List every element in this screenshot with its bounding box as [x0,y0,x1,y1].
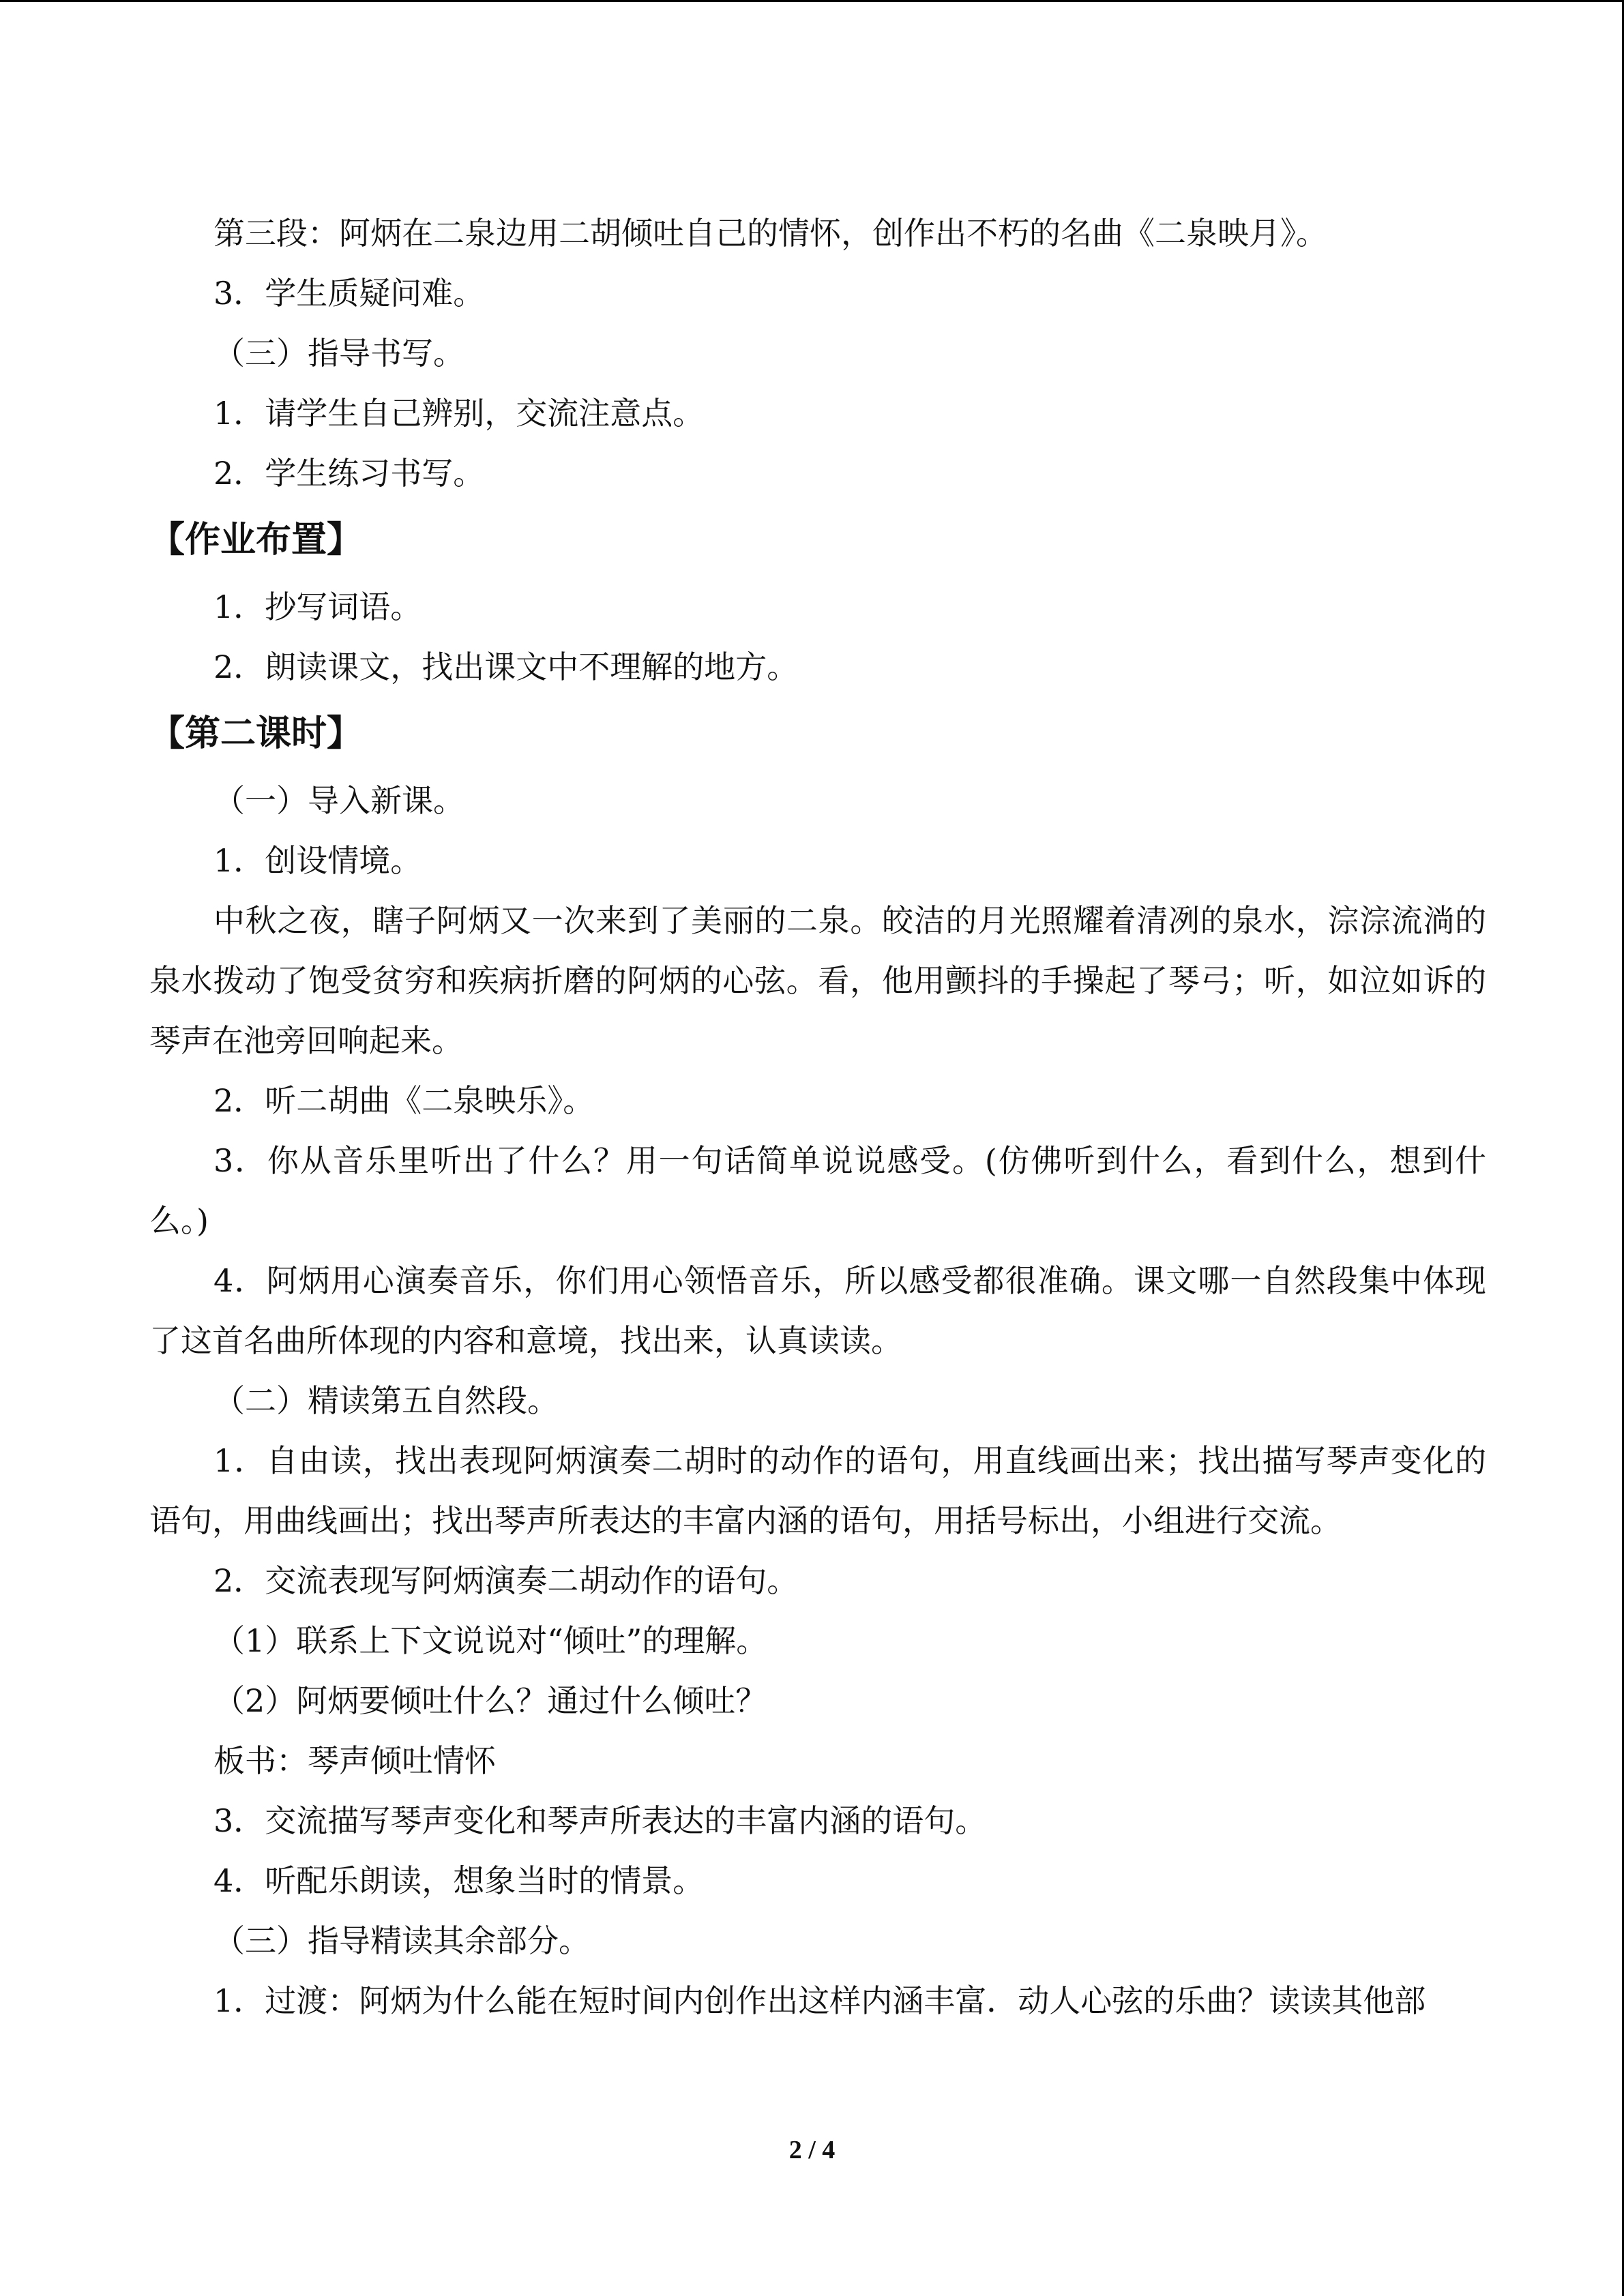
paragraph: 1．自由读，找出表现阿炳演奏二胡时的动作的语句，用直线画出来；找出描写琴声变化的语句，用曲线画出；找出琴声所表达的丰富内涵的语句，用括号标出，小组进行交流。 [149,1442,1486,1539]
homework-item: 1．抄写词语。 [213,588,422,625]
paragraph: 1．请学生自己辨别，交流注意点。 [213,395,705,432]
section-subheading: （三）指导精读其余部分。 [213,1922,590,1959]
page-content [149,203,1486,2031]
paragraph: 1．过渡：阿炳为什么能在短时间内创作出这样内涵丰富．动人心弦的乐曲？读读其他部 [213,1982,1426,2019]
paragraph: 1．创设情境。 [213,842,422,879]
paragraph: 3．你从音乐里听出了什么？用一句话简单说说感受。(仿佛听到什么，看到什么，想到什么。) [149,1142,1486,1239]
lesson2-heading: 【第二课时】 [149,713,363,754]
paragraph: （1）联系上下文说说对“倾吐”的理解。 [213,1622,768,1659]
paragraph: 4．阿炳用心演奏音乐，你们用心领悟音乐，所以感受都很准确。课文哪一自然段集中体现了这首名曲所体现的内容和意境，找出来，认真读读。 [149,1262,1486,1359]
paragraph: 3．学生质疑问难。 [213,275,485,312]
paragraph: 2．听二胡曲《二泉映乐》。 [213,1082,595,1119]
section-subheading: （二）精读第五自然段。 [213,1382,559,1419]
paragraph: 2．交流表现写阿炳演奏二胡动作的语句。 [213,1562,799,1599]
blackboard-note: 板书：琴声倾吐情怀 [213,1742,496,1779]
section-subheading: （三）指导书写。 [213,335,464,372]
paragraph: 3．交流描写琴声变化和琴声所表达的丰富内涵的语句。 [213,1802,987,1839]
paragraph: 4．听配乐朗读，想象当时的情景。 [213,1862,705,1899]
paragraph: 中秋之夜，瞎子阿炳又一次来到了美丽的二泉。皎洁的月光照耀着清冽的泉水，淙淙流淌的泉水拨动了饱受贫穷和疾病折磨的阿炳的心弦。看，他用颤抖的手操起了琴弓；听，如泣如诉的琴声在池旁回响起来。 [149,902,1486,1059]
section-subheading: （一）导入新课。 [213,782,464,819]
paragraph: 2．学生练习书写。 [213,455,485,492]
page-number: 2 / 4 [788,2136,836,2164]
paragraph: 第三段：阿炳在二泉边用二胡倾吐自己的情怀，创作出不朽的名曲《二泉映月》。 [213,215,1327,252]
paragraph: （2）阿炳要倾吐什么？通过什么倾吐？ [213,1682,767,1719]
homework-item: 2．朗读课文，找出课文中不理解的地方。 [213,648,799,685]
homework-heading: 【作业布置】 [149,520,363,561]
